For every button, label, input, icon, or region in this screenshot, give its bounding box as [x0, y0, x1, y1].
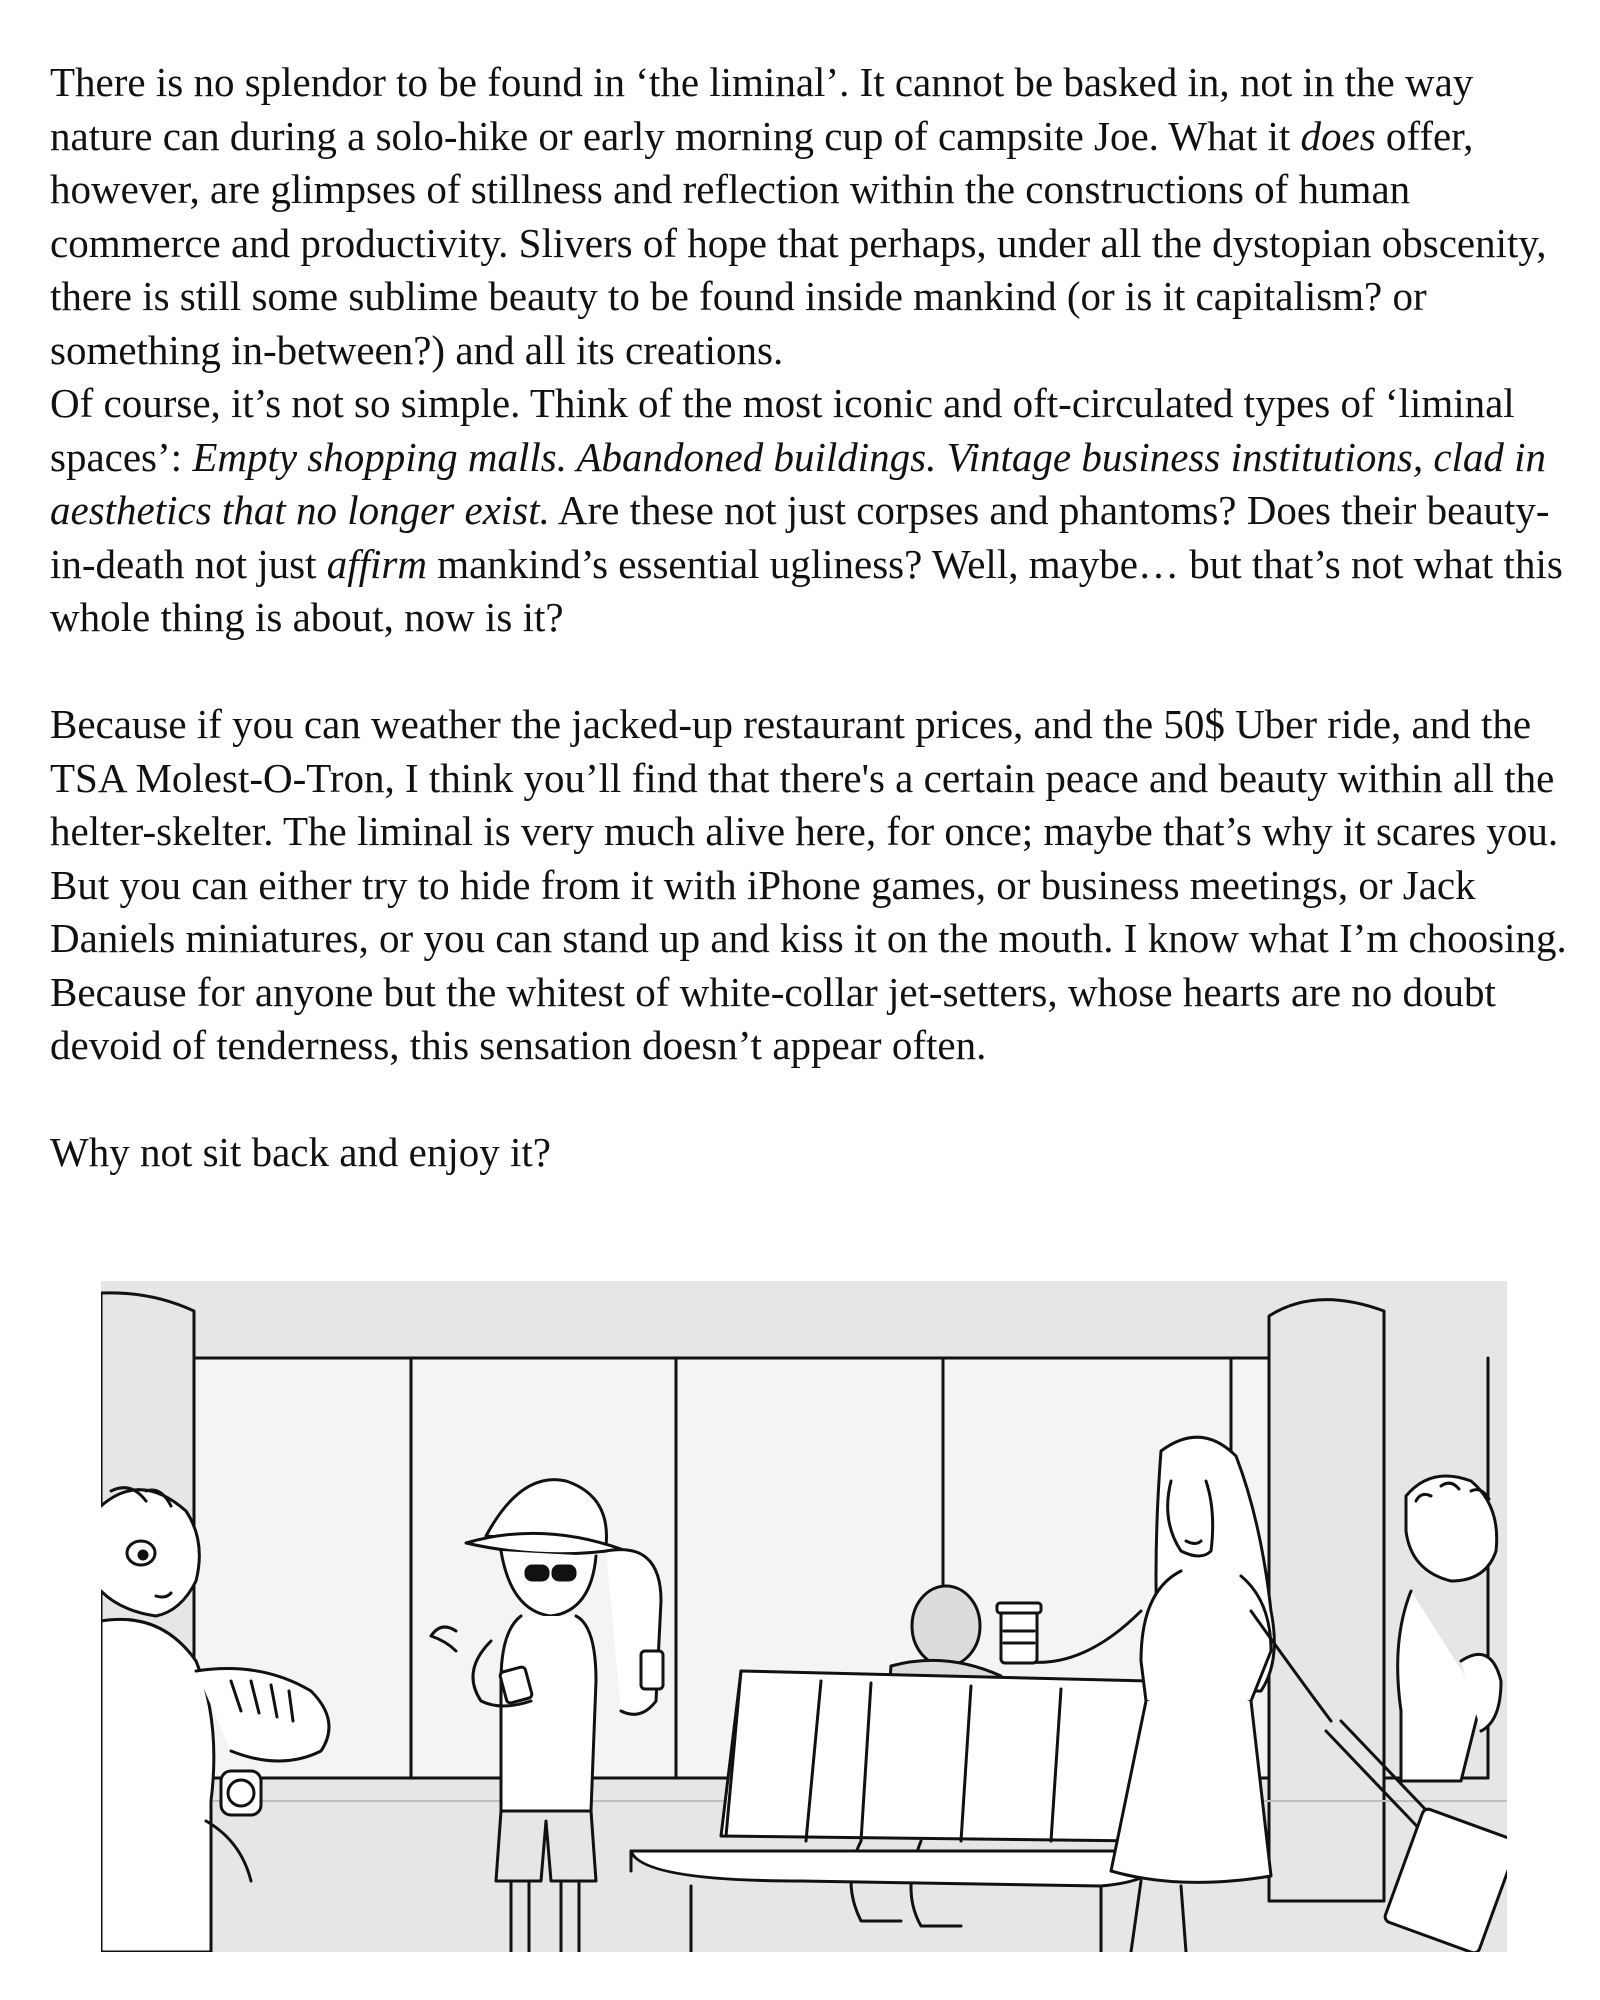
illustration-svg [101, 1281, 1507, 1952]
paragraph-gap [50, 1073, 1570, 1127]
airport-terminal-illustration [101, 1281, 1507, 1952]
article-body [50, 56, 1570, 1180]
paragraph-liminal-spaces: Of course, it’s not so simple. Think of the most iconic and oft-circulated types of ‘liminal spaces’: Empty shopping malls. Abandoned buildings. Vintage business institutions, clad in aesthetics that no longer exist. Are these not just corpses and phantoms? Does their beauty-in-death not just affirm mankind’s essential ugliness? Well, maybe… but that’s not what this whole thing is about, now is it? [50, 380, 1563, 640]
pillar-right [1269, 1300, 1384, 1901]
paragraph-airport: Because if you can weather the jacked-up restaurant prices, and the 50$ Uber ride, and the TSA Molest-O-Tron, I think you’ll find that there's a certain peace and beauty within all the helter-skelter. The liminal is very much alive here, for once; maybe that’s why it scares you. But you can either try to hide from it with iPhone games, or business meetings, or Jack Daniels miniatures, or you can stand up and kiss it on the mouth. I know what I’m choosing. Because for anyone but the whitest of white-collar jet-setters, whose hearts are no doubt devoid of tenderness, this sensation doesn’t appear often. [50, 701, 1567, 1068]
paragraph-gap [50, 645, 1570, 699]
paragraph-intro: There is no splendor to be found in ‘the liminal’. It cannot be basked in, not in the way nature can during a solo-hike or early morning cup of campsite Joe. What it does offer, however, are glimpses of stillness and reflection within the constructions of human commerce and productivity. Slivers of hope that perhaps, under all the dystopian obscenity, there is still some sublime beauty to be found inside mankind (or is it capitalism? or something in-between?) and all its creations. [50, 59, 1547, 373]
paragraph-closing: Why not sit back and enjoy it? [50, 1129, 551, 1175]
